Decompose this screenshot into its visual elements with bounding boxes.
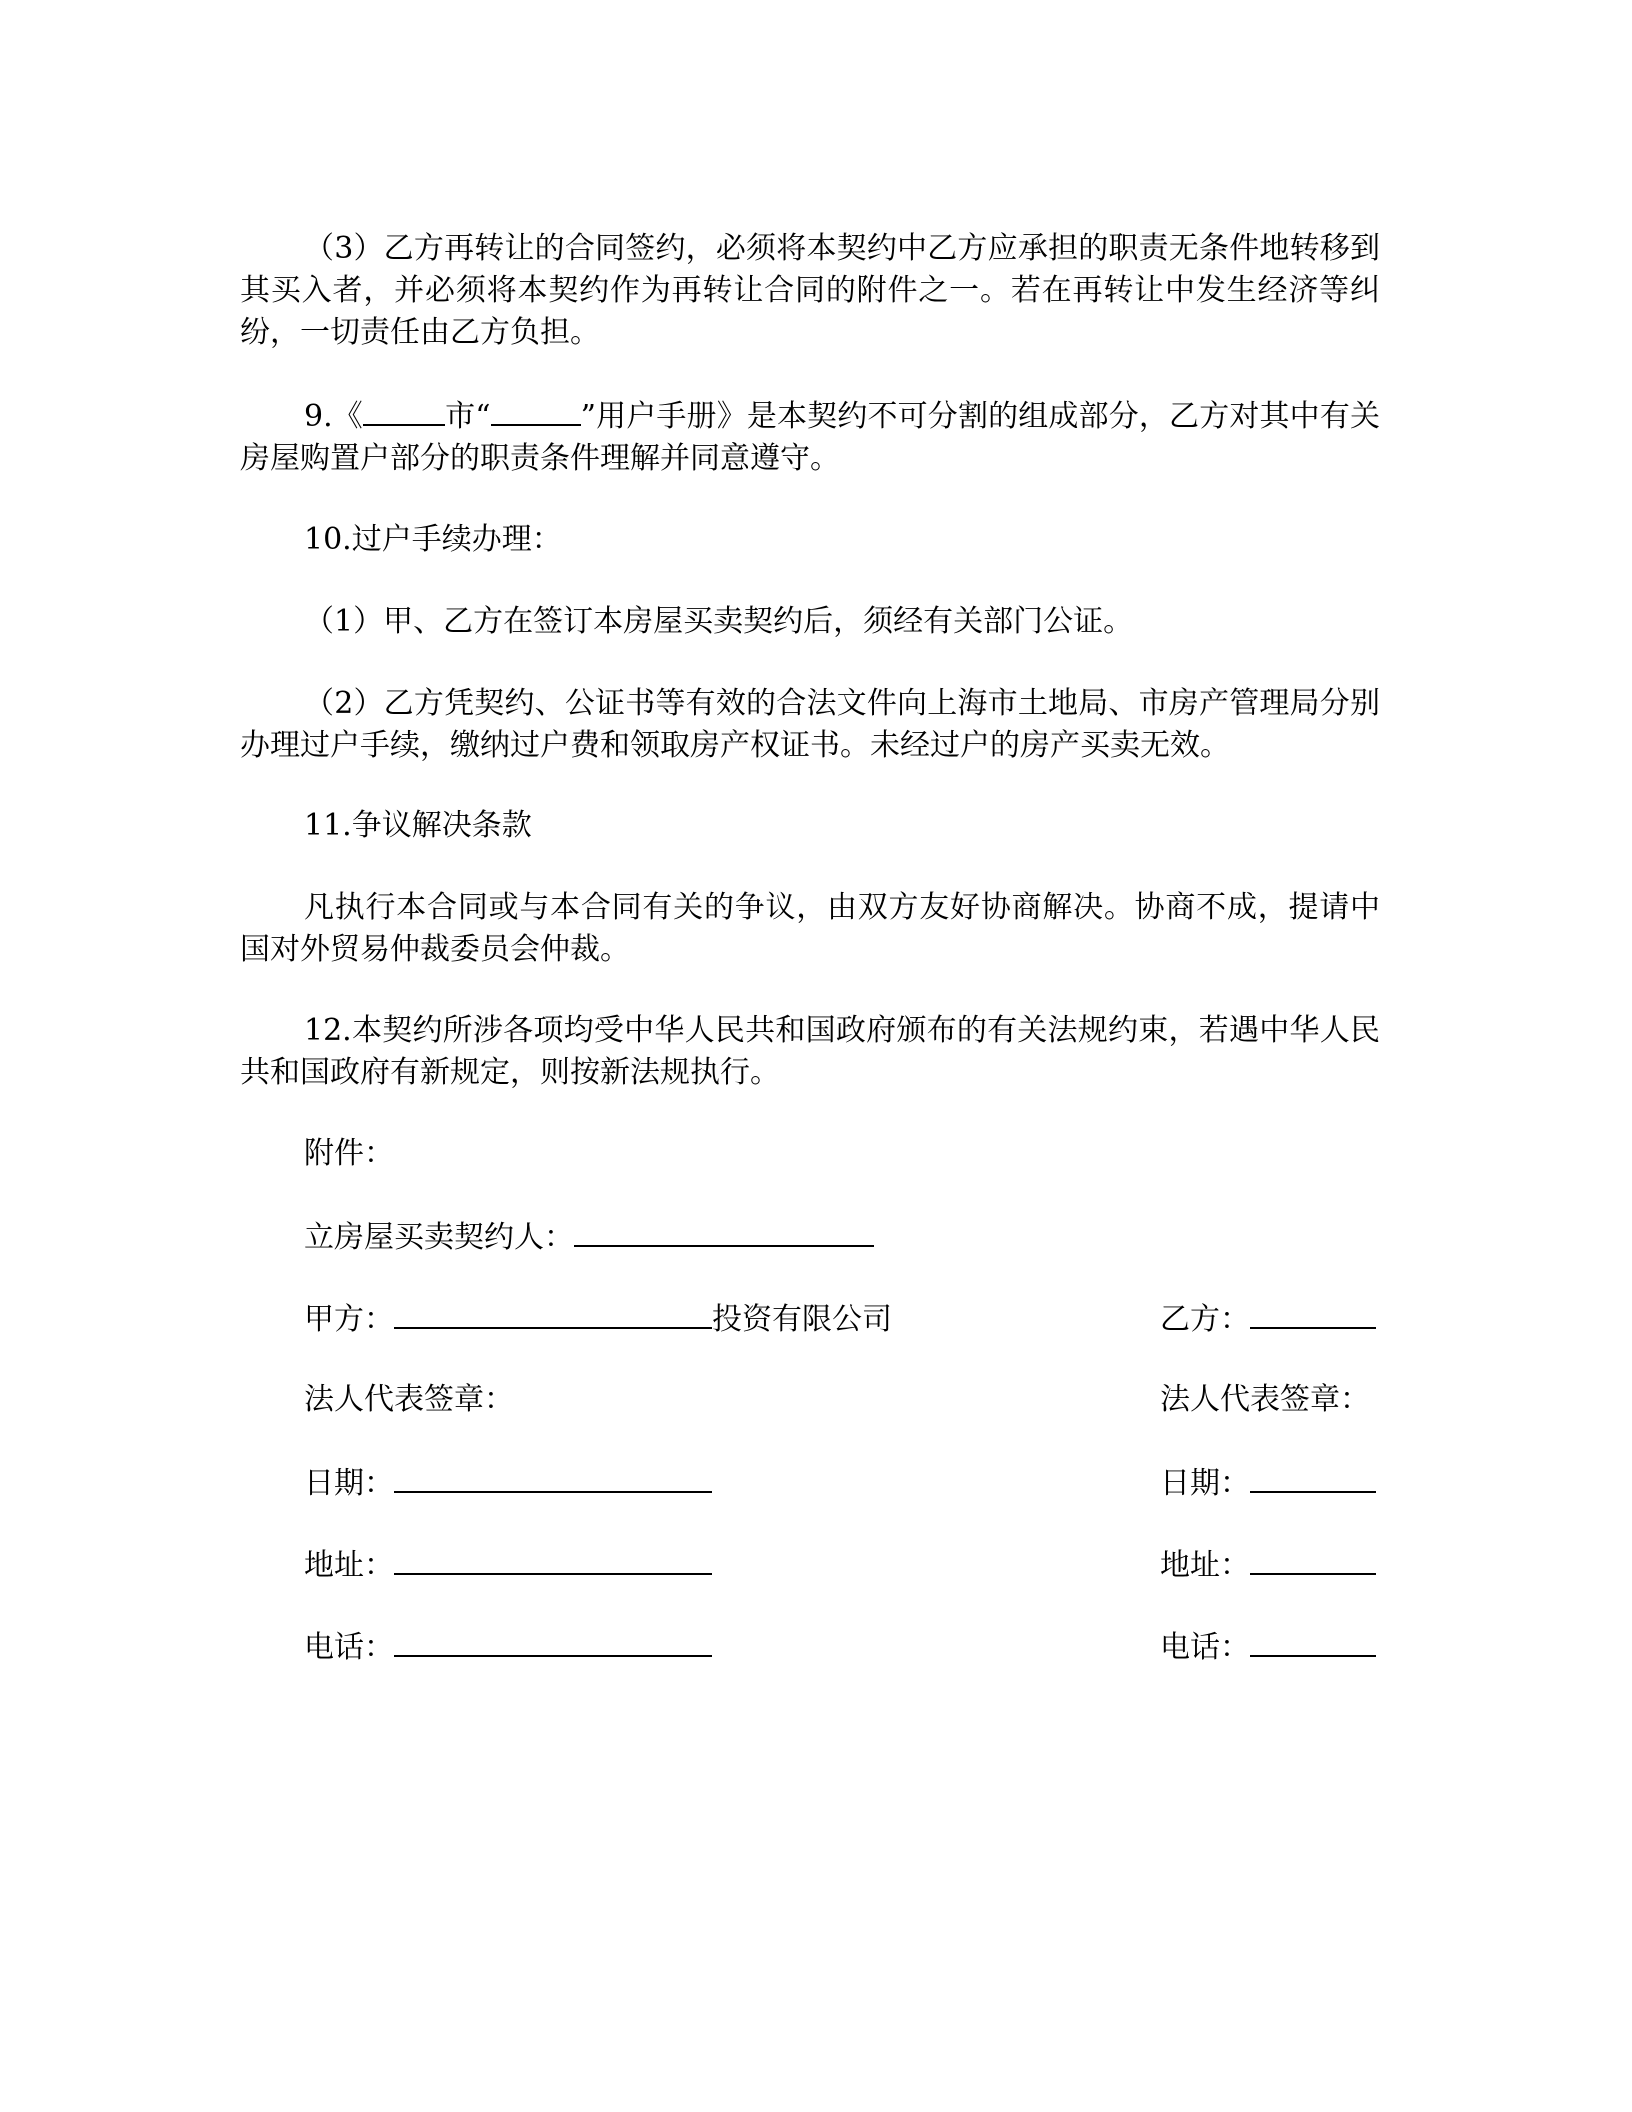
clause-9-suffix: ”用户手册》是本契约不可分割的组成部分，乙方对其中有关房屋购置户部分的职责条件理解并同意遵守。 — [240, 399, 1380, 476]
party-a-phone-row — [304, 1625, 712, 1669]
attachment-label: 附件： — [304, 1136, 394, 1171]
clause-11-body: 凡执行本合同或与本合同有关的争议，由双方友好协商解决。协商不成，提请中国对外贸易仲裁委员会仲裁。 — [240, 890, 1380, 967]
clause-11-title: 11.争议解决条款 — [304, 808, 532, 843]
party-a-name-blank[interactable] — [394, 1297, 712, 1329]
city-blank[interactable] — [363, 394, 445, 426]
party-b-date-blank[interactable] — [1250, 1461, 1376, 1493]
clause-10-1: （1）甲、乙方在签订本房屋买卖契约后，须经有关部门公证。 — [304, 604, 1134, 639]
clause-10-2: （2）乙方凭契约、公证书等有效的合法文件向上海市土地局、市房产管理局分别办理过户手续，缴纳过户费和领取房产权证书。未经过户的房产买卖无效。 — [240, 686, 1380, 763]
party-b-name-blank[interactable] — [1250, 1297, 1376, 1329]
party-a-phone-blank[interactable] — [394, 1625, 712, 1657]
party-a-address-label: 地址： — [304, 1548, 394, 1583]
party-a-address-row — [304, 1543, 712, 1587]
party-a-date-row — [304, 1461, 712, 1505]
party-b-date-label: 日期： — [1160, 1466, 1250, 1501]
party-b-date-row — [1160, 1461, 1376, 1505]
party-b-phone-label: 电话： — [1160, 1630, 1250, 1665]
party-a-row — [304, 1297, 892, 1341]
contract-parties-label: 立房屋买卖契约人： — [304, 1220, 574, 1255]
party-a-suffix: 投资有限公司 — [712, 1302, 892, 1337]
party-b-row — [1160, 1297, 1376, 1341]
project-name-blank[interactable] — [491, 394, 581, 426]
party-b-address-label: 地址： — [1160, 1548, 1250, 1583]
party-b-address-blank[interactable] — [1250, 1543, 1376, 1575]
clause-9 — [240, 394, 1380, 480]
party-b-address-row — [1160, 1543, 1376, 1587]
clause-9-mid: 市“ — [444, 399, 491, 434]
contract-parties-row — [304, 1215, 874, 1259]
party-a-rep-label: 法人代表签章： — [304, 1382, 514, 1417]
party-a-date-blank[interactable] — [394, 1461, 712, 1493]
party-b-label: 乙方： — [1160, 1302, 1250, 1337]
clause-9-prefix: 9.《 — [304, 399, 363, 434]
party-a-phone-label: 电话： — [304, 1630, 394, 1665]
party-b-rep-label: 法人代表签章： — [1160, 1382, 1370, 1417]
clause-12: 12.本契约所涉各项均受中华人民共和国政府颁布的有关法规约束，若遇中华人民共和国政府有新规定，则按新法规执行。 — [240, 1013, 1380, 1090]
party-a-date-label: 日期： — [304, 1466, 394, 1501]
party-a-address-blank[interactable] — [394, 1543, 712, 1575]
party-a-label: 甲方： — [304, 1302, 394, 1337]
clause-8-3: （3）乙方再转让的合同签约，必须将本契约中乙方应承担的职责无条件地转移到其买入者，并必须将本契约作为再转让合同的附件之一。若在再转让中发生经济等纠纷，一切责任由乙方负担。 — [240, 231, 1380, 350]
party-b-phone-row — [1160, 1625, 1376, 1669]
contract-parties-blank[interactable] — [574, 1215, 874, 1247]
clause-10-title: 10.过户手续办理： — [304, 522, 562, 557]
party-b-phone-blank[interactable] — [1250, 1625, 1376, 1657]
